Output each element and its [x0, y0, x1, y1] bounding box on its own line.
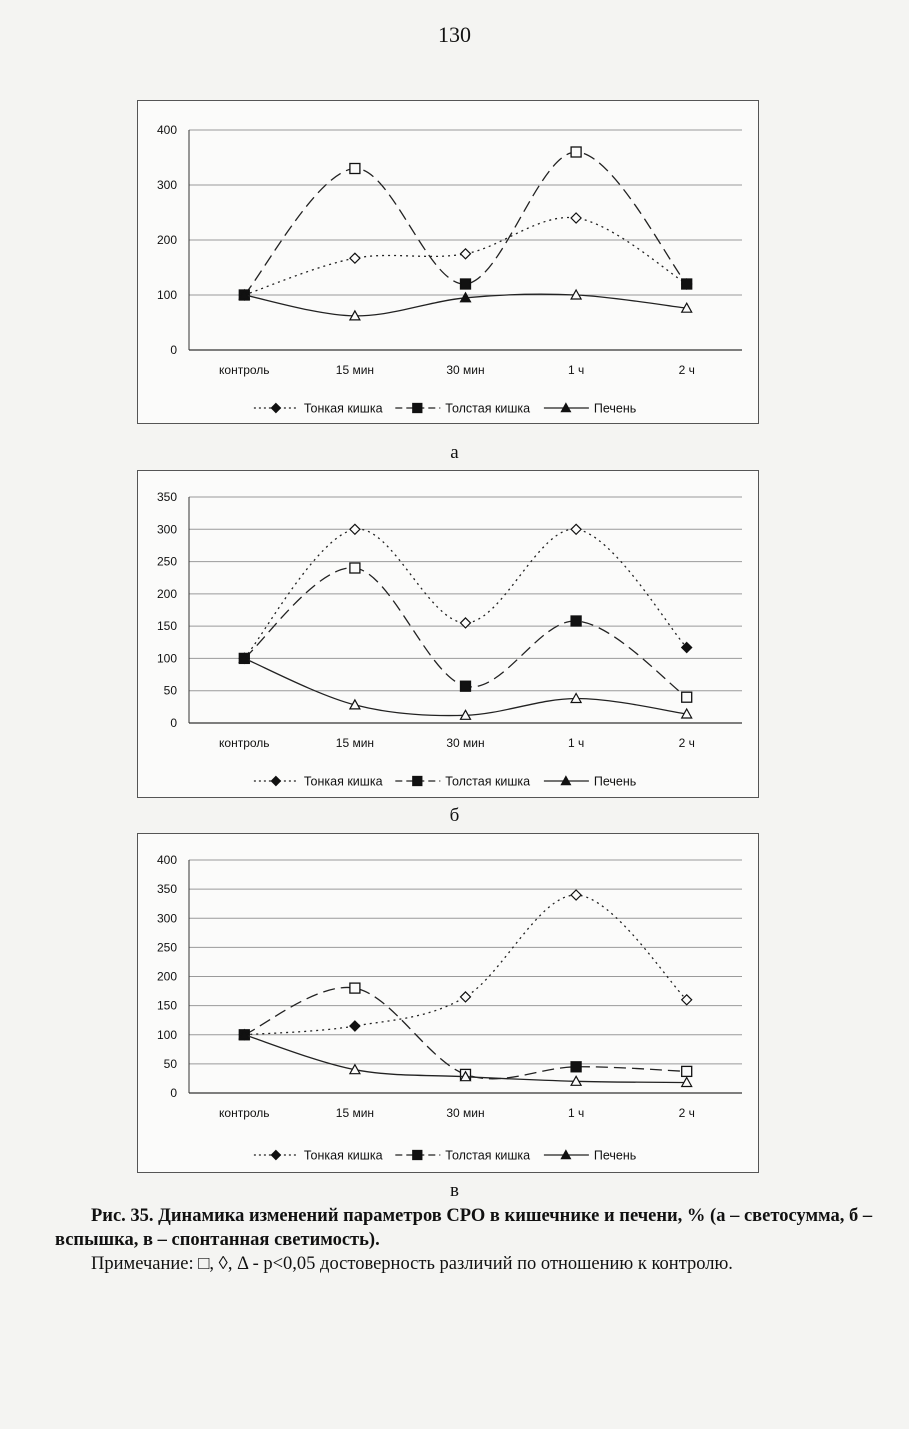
y-tick-label: 350 [156, 490, 177, 504]
y-tick-label: 200 [156, 969, 177, 984]
legend-marker-tonkaya-kishka [271, 777, 280, 786]
chart-vspyshka [137, 470, 759, 798]
data-point-tonkaya-kishka [350, 524, 360, 534]
data-point-tolstaya-kishka [461, 681, 471, 691]
legend-label-pechen: Печень [593, 774, 637, 789]
panel-label-b: б [449, 805, 460, 826]
y-tick-label: 200 [156, 233, 177, 247]
y-tick-label: 400 [156, 853, 177, 867]
y-tick-label: 300 [156, 522, 177, 537]
x-tick-label: 30 мин [446, 736, 485, 750]
data-point-tolstaya-kishka [571, 616, 581, 626]
legend-marker-tonkaya-kishka [271, 1151, 280, 1160]
y-tick-label: 400 [156, 123, 177, 137]
figure-caption [55, 1204, 875, 1252]
y-tick-label: 100 [156, 1027, 177, 1042]
legend [254, 1149, 636, 1163]
data-point-tolstaya-kishka [682, 692, 692, 702]
chart-spontannaya-svetimost [137, 833, 759, 1173]
x-tick-label: 2 ч [678, 736, 695, 750]
x-tick-label: 15 мин [335, 363, 375, 377]
data-point-tolstaya-kishka [571, 1062, 581, 1072]
y-tick-label: 350 [156, 882, 177, 897]
legend-label-tolstaya-kishka: Толстая кишка [445, 401, 531, 416]
page-number: 130 [438, 22, 471, 47]
x-tick-label: 30 мин [446, 363, 485, 377]
y-tick-label: 250 [156, 554, 177, 569]
series-pechen [239, 290, 691, 320]
data-point-tolstaya-kishka [571, 147, 581, 157]
legend-label-tolstaya-kishka: Толстая кишка [445, 774, 531, 789]
x-tick-label: 1 ч [567, 1106, 585, 1120]
x-tick-label: 15 мин [335, 736, 375, 750]
figure-caption-text: Рис. 35. Динамика изменений параметров СРО в кишечнике и печени, % (а – светосумма, б – вспышка, в – спонтанная светимость). [55, 1206, 873, 1250]
series-line-tonkaya-kishka [244, 895, 686, 1035]
data-point-tonkaya-kishka [461, 992, 471, 1002]
y-tick-label: 250 [156, 940, 177, 955]
legend-label-pechen: Печень [593, 401, 637, 416]
x-tick-label: контроль [219, 736, 270, 750]
x-tick-label: контроль [219, 1106, 270, 1120]
y-tick-label: 300 [156, 178, 177, 192]
y-tick-label: 300 [156, 911, 177, 926]
y-tick-label: 0 [170, 343, 177, 357]
data-point-tonkaya-kishka [571, 890, 581, 900]
figure-note-text: Примечание: □, ◊, Δ - p<0,05 достоверность различий по отношению к контролю. [91, 1254, 733, 1274]
data-point-tolstaya-kishka [682, 1066, 692, 1076]
series-tonkaya-kishka [239, 890, 691, 1040]
x-tick-label: 1 ч [567, 363, 585, 377]
legend-marker-tolstaya-kishka [413, 404, 422, 413]
legend-label-pechen: Печень [593, 1148, 637, 1163]
y-tick-label: 200 [156, 586, 177, 601]
legend-label-tonkaya-kishka: Тонкая кишка [303, 401, 383, 416]
data-point-tolstaya-kishka [350, 563, 360, 573]
x-tick-label: 2 ч [678, 1106, 695, 1120]
y-tick-label: 50 [163, 1056, 177, 1071]
y-tick-label: 0 [170, 1086, 177, 1100]
panel-label-a: а [450, 442, 459, 463]
data-point-tolstaya-kishka [682, 279, 692, 289]
y-tick-label: 150 [156, 619, 177, 634]
y-tick-label: 100 [156, 288, 177, 302]
legend [254, 402, 636, 416]
legend-marker-tonkaya-kishka [271, 404, 280, 413]
data-point-tonkaya-kishka [571, 524, 581, 534]
chart-svetosumma [137, 100, 759, 424]
legend-label-tonkaya-kishka: Тонкая кишка [303, 1148, 383, 1163]
chart-b-svg [138, 471, 758, 797]
legend-marker-tolstaya-kishka [413, 1151, 422, 1160]
series-line-tolstaya-kishka [244, 152, 686, 295]
series-line-tolstaya-kishka [244, 568, 686, 697]
x-tick-label: контроль [219, 363, 270, 377]
data-point-tonkaya-kishka [350, 253, 360, 263]
series-tolstaya-kishka [239, 563, 691, 702]
chart-c-svg [138, 834, 758, 1172]
chart-a-svg [138, 101, 758, 423]
x-tick-label: 2 ч [678, 363, 695, 377]
data-point-tolstaya-kishka [350, 164, 360, 174]
panel-label-c: в [450, 1180, 459, 1201]
legend-label-tonkaya-kishka: Тонкая кишка [303, 774, 383, 789]
series-tolstaya-kishka [239, 147, 691, 300]
y-tick-label: 150 [156, 998, 177, 1013]
legend-marker-tolstaya-kishka [413, 777, 422, 786]
legend-label-tolstaya-kishka: Толстая кишка [445, 1148, 531, 1163]
data-point-tolstaya-kishka [461, 279, 471, 289]
data-point-tolstaya-kishka [350, 983, 360, 993]
x-tick-label: 30 мин [446, 1106, 485, 1120]
series-pechen [239, 1030, 691, 1087]
figure-note [55, 1252, 875, 1276]
data-point-tonkaya-kishka [571, 213, 581, 223]
legend [254, 775, 636, 789]
data-point-tonkaya-kishka [350, 1021, 360, 1031]
x-tick-label: 1 ч [567, 736, 585, 750]
y-tick-label: 100 [156, 651, 177, 666]
data-point-tonkaya-kishka [461, 249, 471, 259]
x-tick-label: 15 мин [335, 1106, 375, 1120]
y-tick-label: 50 [163, 683, 177, 698]
y-tick-label: 0 [170, 716, 177, 730]
